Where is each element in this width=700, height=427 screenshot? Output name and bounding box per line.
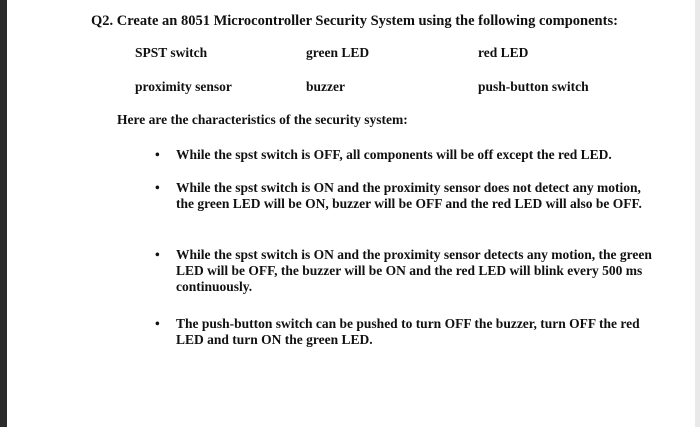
list-item-text: While the spst switch is OFF, all components will be off except the red LED. xyxy=(176,147,612,162)
bullet-icon: • xyxy=(155,247,160,262)
question-title: Q2. Create an 8051 Microcontroller Security System using the following components: xyxy=(91,13,618,29)
characteristics-intro: Here are the characteristics of the security system: xyxy=(117,112,408,127)
component-buzzer: buzzer xyxy=(306,79,345,94)
component-proximity-sensor: proximity sensor xyxy=(135,79,232,94)
left-edge-shadow xyxy=(0,0,7,427)
bullet-icon: • xyxy=(155,180,160,195)
bullet-icon: • xyxy=(155,147,160,162)
component-push-button-switch: push-button switch xyxy=(478,79,589,94)
list-item-text: The push-button switch can be pushed to turn OFF the buzzer, turn OFF the red LED and turn ON the green LED. xyxy=(176,316,640,347)
list-item-text: While the spst switch is ON and the proximity sensor detects any motion, the green LED will be OFF, the buzzer will be ON and the red LED will blink every 500 ms continuously. xyxy=(176,247,652,294)
list-item-text: While the spst switch is ON and the proximity sensor does not detect any motion, the green LED will be ON, buzzer will be OFF and the red LED will also be OFF. xyxy=(176,180,642,211)
component-green-led: green LED xyxy=(306,45,370,60)
bullet-icon: • xyxy=(155,316,160,331)
right-edge-border xyxy=(695,0,700,427)
component-spst-switch: SPST switch xyxy=(135,45,208,60)
component-red-led: red LED xyxy=(478,45,529,60)
